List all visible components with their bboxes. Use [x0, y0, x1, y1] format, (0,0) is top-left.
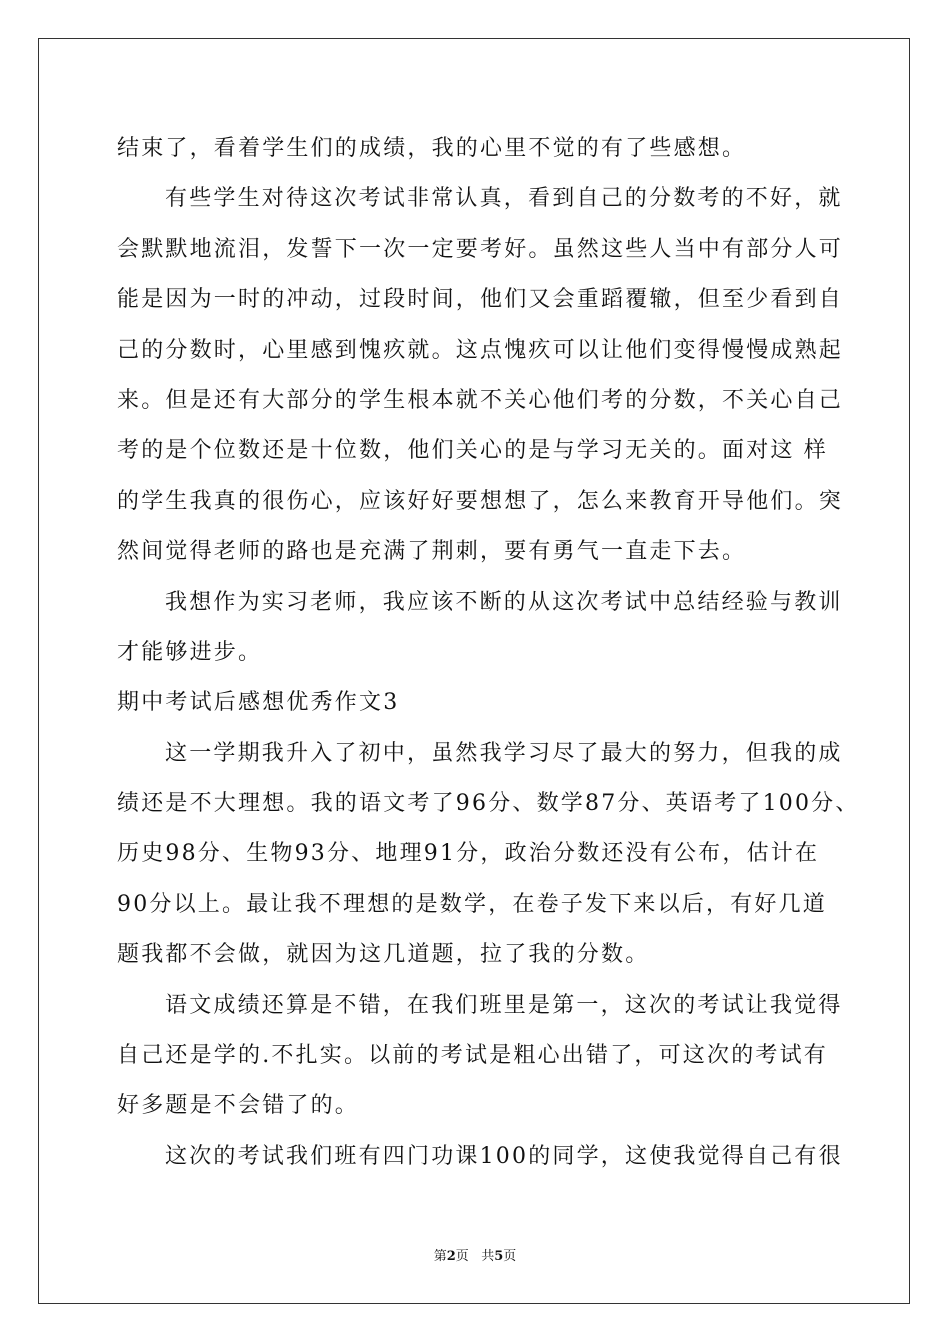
text-line: 这一学期我升入了初中，虽然我学习尽了最大的努力，但我的成: [165, 740, 843, 766]
current-page-number: 2: [446, 1249, 456, 1264]
text-line: 会默默地流泪，发誓下一次一定要考好。虽然这些人当中有部分人可: [117, 236, 844, 262]
text-line: 能是因为一时的冲动，过段时间，他们又会重蹈覆辙，但至少看到自: [117, 287, 844, 313]
text-line: 才能够进步。: [117, 639, 263, 665]
text-line: 有些学生对待这次考试非常认真，看到自己的分数考的不好，就: [165, 186, 843, 212]
text-line: 好多题是不会错了的。: [117, 1093, 360, 1119]
total-page-number: 5: [494, 1249, 504, 1264]
text-line: 历史98分、生物93分、地理91分，政治分数还没有公布，估计在: [117, 841, 820, 867]
footer-mid: 页 共: [455, 1249, 495, 1264]
text-line: 考的是个位数还是十位数，他们关心的是与学习无关的。面对这 样: [117, 438, 828, 464]
text-line: 结束了，看着学生们的成绩，我的心里不觉的有了些感想。: [117, 136, 747, 161]
text-line: 90分以上。最让我不理想的是数学，在卷子发下来以后，有好几道: [117, 891, 827, 917]
text-line: 己的分数时，心里感到愧疚就。这点愧疚可以让他们变得慢慢成熟起: [117, 337, 844, 363]
text-line: 这次的考试我们班有四门功课100的同学，这使我觉得自己有很: [165, 1143, 843, 1169]
text-line: 然间觉得老师的路也是充满了荆刺，要有勇气一直走下去。: [117, 539, 747, 565]
footer-prefix: 第: [433, 1249, 447, 1264]
document-body: [117, 124, 860, 1182]
text-line: 来。但是还有大部分的学生根本就不关心他们考的分数，不关心自己: [117, 387, 844, 413]
text-line: 的学生我真的很伤心，应该好好要想想了，怎么来教育开导他们。突: [117, 488, 844, 514]
section-heading: 期中考试后感想优秀作文3: [117, 690, 400, 716]
text-line: 语文成绩还算是不错，在我们班里是第一，这次的考试让我觉得: [165, 992, 843, 1018]
footer-suffix: 页: [503, 1249, 517, 1264]
text-line: 绩还是不大理想。我的语文考了96分、数学87分、英语考了100分、: [117, 791, 860, 817]
text-line: 自己还是学的.不扎实。以前的考试是粗心出错了，可这次的考试有: [117, 1043, 828, 1069]
text-line: 我想作为实习老师，我应该不断的从这次考试中总结经验与教训: [165, 589, 843, 615]
page-footer: [0, 1248, 950, 1266]
text-line: 题我都不会做，就因为这几道题，拉了我的分数。: [117, 942, 650, 968]
